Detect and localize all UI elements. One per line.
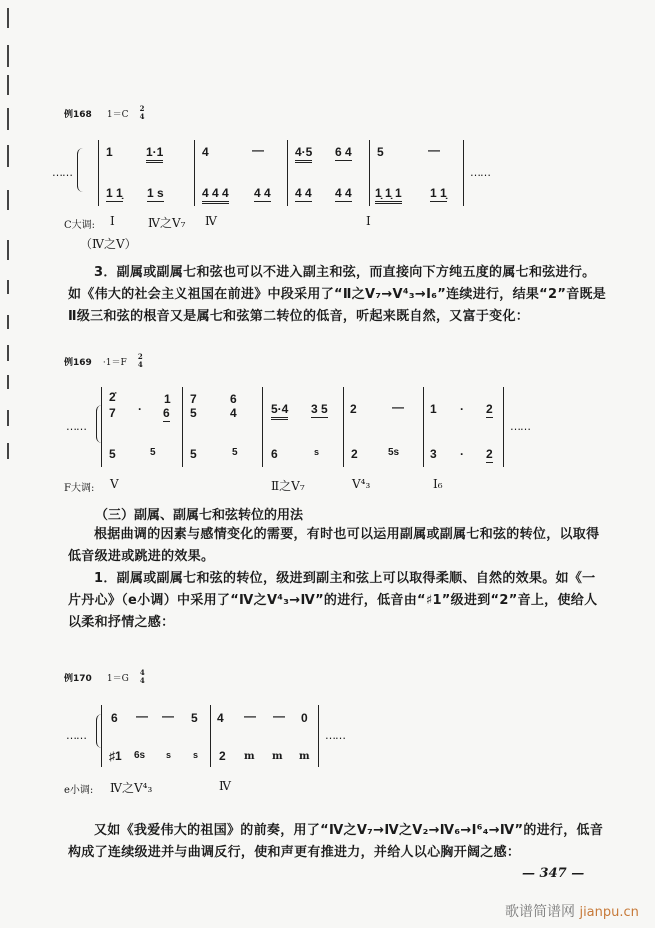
chord-sub: （Ⅳ之Ⅴ） <box>80 237 137 251</box>
note: 5 <box>190 406 197 420</box>
note: 7 <box>109 406 116 420</box>
note: 0 <box>301 711 308 725</box>
binding-mark <box>7 190 9 210</box>
note: 3 <box>430 447 437 461</box>
note: 2 <box>351 447 358 461</box>
chord-symbol: Ⅰ <box>366 214 371 228</box>
note: 6 <box>230 392 237 406</box>
barline <box>101 387 102 467</box>
note: 4 4 <box>295 186 312 200</box>
page-number: — 347 — <box>522 866 585 881</box>
chord-symbol: Ⅳ <box>205 214 217 228</box>
key-label: C大调: <box>64 220 96 231</box>
barline <box>343 387 344 467</box>
example-168-header <box>64 102 144 121</box>
note: 5·4 <box>271 402 288 420</box>
note: s <box>193 750 199 760</box>
barline <box>194 140 195 206</box>
binding-mark <box>7 108 9 130</box>
binding-mark <box>7 375 9 389</box>
paragraph-intro: 根据曲调的因素与感情变化的需要，有时也可以运用副属或副属七和弦的转位，以取得低音级进或跳进的效果。 <box>68 527 600 564</box>
barline <box>423 387 424 467</box>
trailing-ellipsis: …… <box>470 166 490 179</box>
note: 6 4 <box>335 145 352 159</box>
chord-symbol: Ⅴ⁴₃ <box>352 477 371 491</box>
chord-symbol: Ⅳ之Ⅴ⁴₃ <box>110 781 153 795</box>
section-heading: （三）副属、副属七和弦转位的用法 <box>95 508 304 523</box>
binding-mark <box>7 410 9 426</box>
note: 5 <box>190 447 197 461</box>
barline <box>210 705 211 767</box>
barline <box>101 705 102 767</box>
note: 6 <box>163 406 170 420</box>
note: 1 <box>430 402 437 416</box>
watermark-en: jianpu.cn <box>579 905 639 920</box>
brace <box>77 148 84 192</box>
note: 1 1̣ <box>430 186 447 200</box>
note: — <box>162 709 174 723</box>
note: 4 4 4 <box>202 186 229 204</box>
note: — <box>392 400 404 414</box>
note: 6 <box>111 711 118 725</box>
note: — <box>428 143 440 157</box>
note: m <box>244 751 255 762</box>
note: — <box>244 709 256 723</box>
leading-ellipsis: …… <box>66 420 86 433</box>
note: 5 <box>377 145 384 159</box>
binding-mark <box>7 8 9 28</box>
binding-mark <box>7 240 9 260</box>
note: 1 1̣ <box>106 186 123 200</box>
note: 7 <box>190 392 197 406</box>
key-signature: ·1＝F <box>102 358 127 368</box>
note: 2̇ <box>109 390 116 404</box>
note: 6 <box>271 447 278 461</box>
chord-symbol: Ⅴ <box>110 477 119 491</box>
note: — <box>252 143 264 157</box>
binding-mark <box>7 443 9 459</box>
note: · <box>460 402 464 416</box>
example-169-header <box>64 350 143 369</box>
barline <box>98 140 99 206</box>
note: 5 <box>191 711 198 725</box>
note: 4 <box>230 406 237 420</box>
time-signature: 4 4 <box>139 667 145 685</box>
trailing-ellipsis: …… <box>325 729 345 742</box>
barline <box>369 140 370 206</box>
time-signature: 2 4 <box>139 103 145 121</box>
barline <box>287 140 288 206</box>
note: — <box>136 709 148 723</box>
time-signature: 2 4 <box>137 351 143 369</box>
note: 6s <box>134 750 146 761</box>
note: 2 <box>219 749 226 763</box>
note: 4·5 <box>295 145 312 163</box>
binding-mark <box>7 45 9 67</box>
key-label: e小调: <box>64 785 94 796</box>
example-label: 例168 <box>64 110 92 120</box>
note: 5 <box>109 447 116 461</box>
key-signature: 1＝C <box>106 110 129 120</box>
binding-mark <box>7 280 9 294</box>
chord-symbol: Ⅰ <box>110 214 115 228</box>
note: 5 <box>232 447 238 458</box>
note: · <box>460 447 464 461</box>
note: 1̣ 1̣ 1 <box>375 186 402 204</box>
paragraph-1: 1．副属或副属七和弦的转位，级进到副主和弦上可以取得柔顺、自然的效果。如《一片丹心》（e小调）中采用了“Ⅳ之Ⅴ⁴₃→Ⅳ”的进行，低音由“♯1”级进到“2”音上，使给人以柔和抒情之感： <box>68 571 598 630</box>
chord-symbol: Ⅰ₆ <box>433 477 443 491</box>
barline <box>182 387 183 467</box>
leading-ellipsis: …… <box>52 166 72 179</box>
binding-mark <box>7 345 9 361</box>
example-label: 例169 <box>64 358 92 368</box>
note: 2 <box>486 447 493 461</box>
note: 4 4 <box>335 186 352 200</box>
watermark-cn: 歌谱简谱网 <box>505 904 575 920</box>
barline <box>503 387 504 467</box>
trailing-ellipsis: …… <box>510 420 530 433</box>
note: 4 <box>217 711 224 725</box>
paragraph-last: 又如《我爱伟大的祖国》的前奏，用了“Ⅳ之Ⅴ₇→Ⅳ之Ⅴ₂→Ⅳ₆→Ⅰ⁶₄→Ⅳ”的进行，低音构成了连续级进并与曲调反行，使和声更有推进力，并给人以心胸开阔之感： <box>68 823 604 860</box>
note: 1 <box>164 392 171 406</box>
note: 4 <box>202 145 209 159</box>
binding-mark <box>7 315 9 329</box>
key-label: F大调: <box>64 483 95 494</box>
example-170-header <box>64 666 145 685</box>
note: ♯1 <box>109 749 122 763</box>
chord-symbol: Ⅱ之Ⅴ₇ <box>271 479 305 493</box>
key-signature: 1＝G <box>106 674 129 684</box>
note: 2 <box>486 402 493 416</box>
note: 1·1 <box>146 145 163 163</box>
watermark <box>505 901 639 921</box>
binding-mark <box>7 75 9 95</box>
note: 1 s <box>147 186 164 200</box>
note: s <box>314 447 320 457</box>
note: m <box>272 751 283 762</box>
barline <box>318 705 319 767</box>
example-label: 例170 <box>64 674 92 684</box>
paragraph-3: 3．副属或副属七和弦也可以不进入副主和弦，而直接向下方纯五度的属七和弦进行。如《伟大的社会主义祖国在前进》中段采用了“Ⅱ之Ⅴ₇→Ⅴ⁴₃→Ⅰ₆”连续进行，结果“2”音既是Ⅱ级三和弦的根音又是属七和弦第二转位的低音，听起来既自然，又富于变化： <box>68 265 607 324</box>
binding-mark <box>7 145 9 167</box>
note: s <box>166 750 172 760</box>
note: m <box>299 751 310 762</box>
chord-symbol: Ⅳ <box>219 779 231 793</box>
note: 2 <box>350 402 357 416</box>
note: · <box>138 402 142 416</box>
note: 4 4 <box>254 186 271 200</box>
barline <box>463 140 464 206</box>
note: — <box>273 709 285 723</box>
note: 3 5 <box>311 402 328 416</box>
note: 1 <box>106 145 113 159</box>
chord-symbol: Ⅳ之Ⅴ₇ <box>148 216 186 230</box>
leading-ellipsis: …… <box>66 729 86 742</box>
note: 5 <box>150 447 156 458</box>
note: 5s <box>388 447 400 458</box>
barline <box>262 387 263 467</box>
